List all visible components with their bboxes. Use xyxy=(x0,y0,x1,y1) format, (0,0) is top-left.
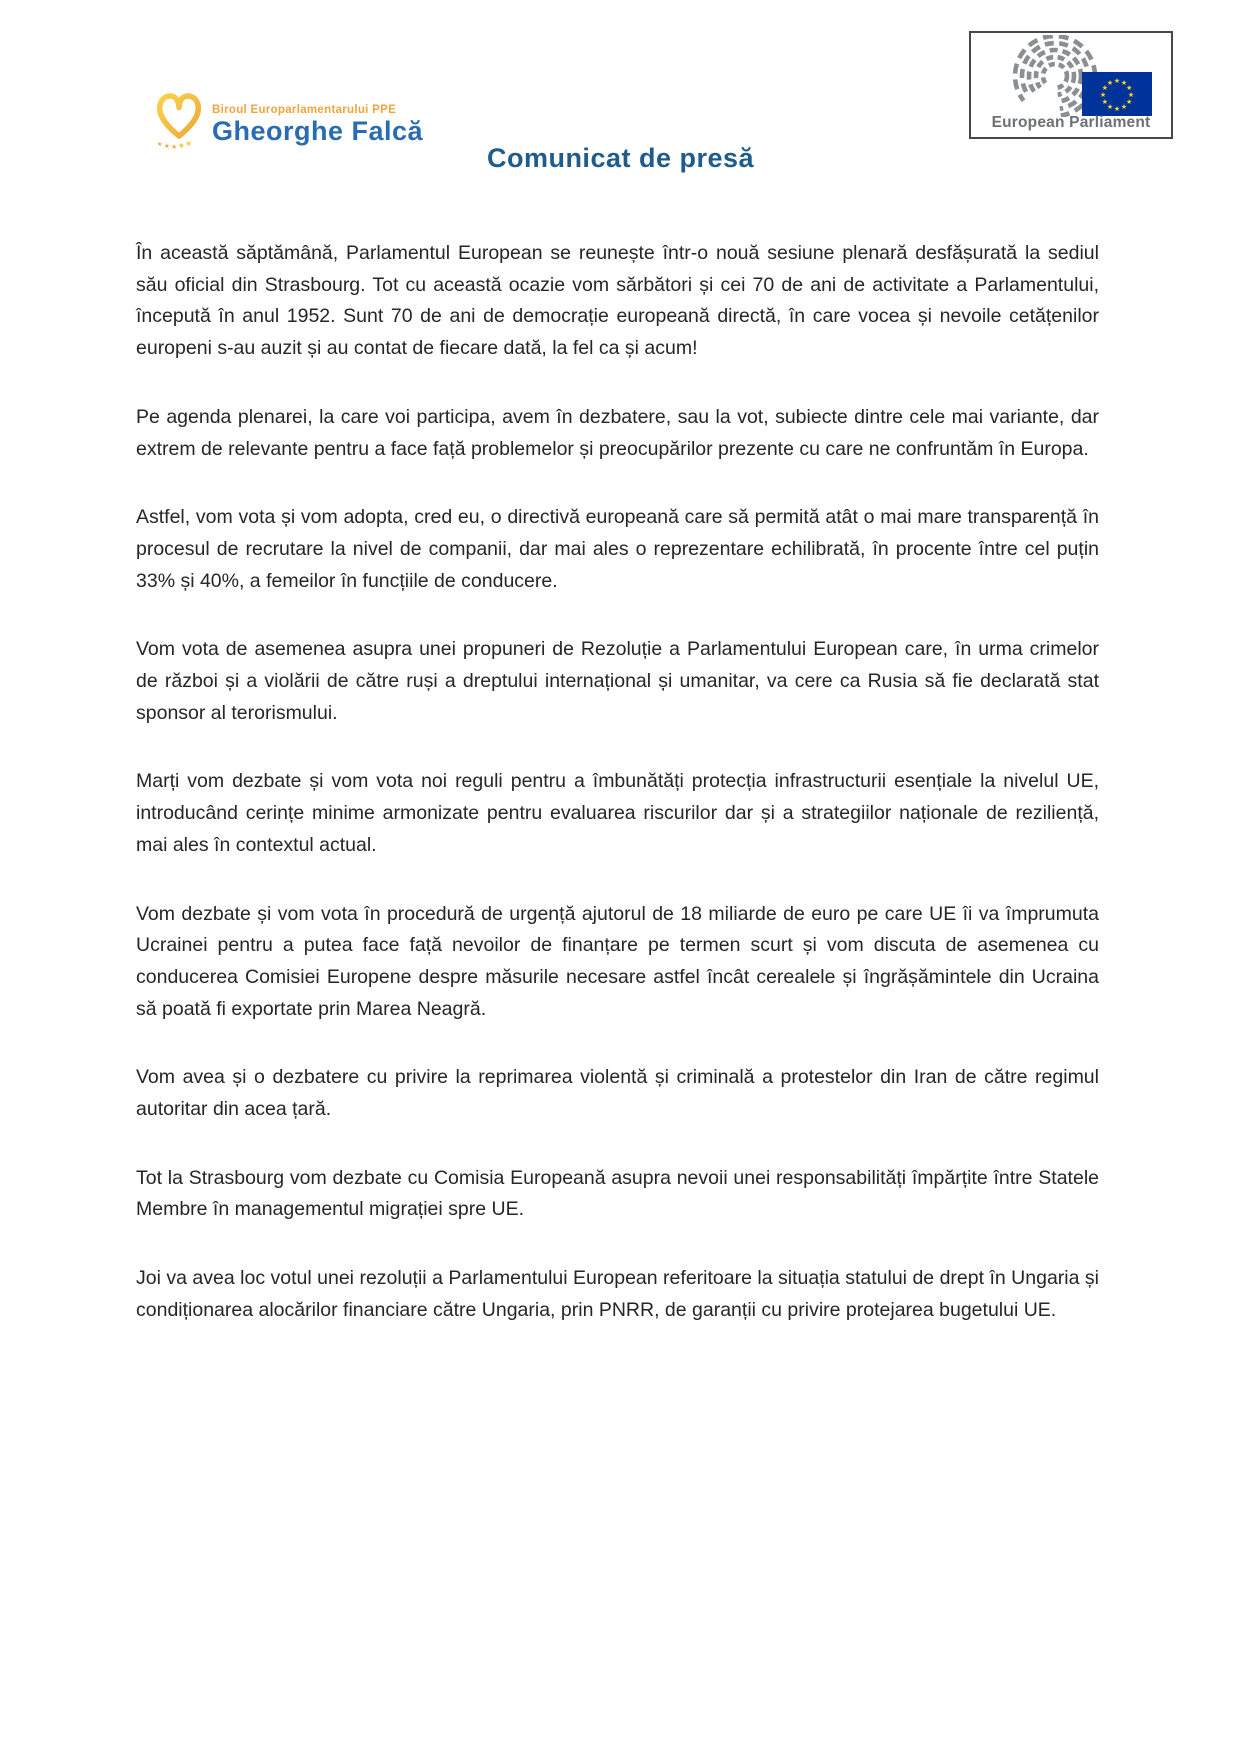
paragraph-5: Marți vom dezbate și vom vota noi reguli pentru a îmbunătăți protecția infrastructurii esențiale la nivelul UE, introducând cerințe minime armonizate pentru evaluarea riscurilor dar și a strategiilor naționale de reziliență, mai ales în contextul actual. xyxy=(136,770,1099,856)
svg-text:★: ★ xyxy=(1125,85,1133,92)
european-parliament-logo xyxy=(969,31,1173,139)
paragraph-6: Vom dezbate și vom vota în procedură de urgență ajutorul de 18 miliarde de euro pe care UE îi va împrumuta Ucrainei pentru a putea face față nevoilor de finanțare pe termen scurt și vom discuta de asemenea cu conducerea Comisiei Europene despre măsurile necesare astfel încât cerealele și îngrășămintele din Ucraina să poată fi exportate prin Marea Neagră. xyxy=(136,902,1099,1020)
paragraph-7: Vom avea și o dezbatere cu privire la reprimarea violentă și criminală a protestelor din Iran de către regimul autoritar din acea țară. xyxy=(136,1066,1099,1121)
paragraph-1: În această săptămână, Parlamentul European se reunește într-o nouă sesiune plenară desfășurată la sediul său oficial din Strasbourg. Tot cu această ocazie vom sărbători și cei 70 de ani de activitate a Parlamentului, începută în anul 1952. Sunt 70 de ani de democrație europeană directă, în care vocea și nevoile cetățenilor europeni s-au auzit și au contat de fiecare dată, la fel ca și acum! xyxy=(136,242,1099,360)
paragraph-2: Pe agenda plenarei, la care voi participa, avem în dezbatere, sau la vot, subiecte dintre cele mai variante, dar extrem de relevante pentru a face față problemelor și preocupărilor prezente cu care ne confruntăm în Europa. xyxy=(136,405,1099,460)
svg-text:★: ★ xyxy=(1113,106,1121,113)
svg-text:★: ★ xyxy=(1125,99,1133,106)
svg-text:★: ★ xyxy=(164,143,170,150)
paragraph-9: Joi va avea loc votul unei rezoluții a Parlamentului European referitoare la situația statului de drept în Ungaria și condiționarea alocărilor financiare către Ungaria, prin PNRR, de garanții cu privire protejarea bugetului UE. xyxy=(136,1267,1099,1321)
svg-text:★: ★ xyxy=(1101,99,1109,106)
svg-text:★: ★ xyxy=(185,139,193,148)
svg-text:★: ★ xyxy=(1106,79,1114,87)
logo-name: Gheorghe Falcă xyxy=(212,116,424,146)
paragraph-8: Tot la Strasbourg vom dezbate cu Comisia Europeană asupra nevoii unei responsabilități împărțite între Statele Membre în managementul migrației spre UE. xyxy=(136,1166,1099,1221)
paragraph-3: Astfel, vom vota și vom adopta, cred eu, o directivă europeană care să permită atât o mai mare transparență în procesul de recrutare la nivel de companii, dar mai ales o reprezentare echilibrată, în procente între cel puțin 33% și 40%, a femeilor în funcțiile de conducere. xyxy=(136,506,1099,592)
svg-text:★: ★ xyxy=(157,142,163,148)
svg-text:★: ★ xyxy=(1101,85,1109,92)
svg-text:★: ★ xyxy=(171,144,178,151)
svg-text:★: ★ xyxy=(1113,78,1121,85)
ep-logo-label: European Parliament xyxy=(991,114,1151,131)
page-title: Comunicat de presă xyxy=(486,143,755,173)
svg-text:★: ★ xyxy=(178,141,185,150)
document-body xyxy=(136,238,1099,1327)
svg-text:★: ★ xyxy=(1106,104,1114,112)
hemicycle-icon xyxy=(971,35,1171,117)
svg-text:★: ★ xyxy=(1120,79,1128,87)
svg-text:★: ★ xyxy=(1127,92,1135,99)
svg-text:★: ★ xyxy=(1120,104,1128,112)
eu-flag-icon xyxy=(1082,72,1152,116)
logo-tagline: Biroul Europarlamentarului PPE xyxy=(212,104,397,116)
svg-text:★: ★ xyxy=(1099,92,1107,99)
paragraph-4: Vom vota de asemenea asupra unei propuneri de Rezoluție a Parlamentului European care, în urma crimelor de război și a violării de către ruși a dreptului internațional și umanitar, va cere ca Rusia să fie declarată stat sponsor al terorismului. xyxy=(136,638,1099,724)
